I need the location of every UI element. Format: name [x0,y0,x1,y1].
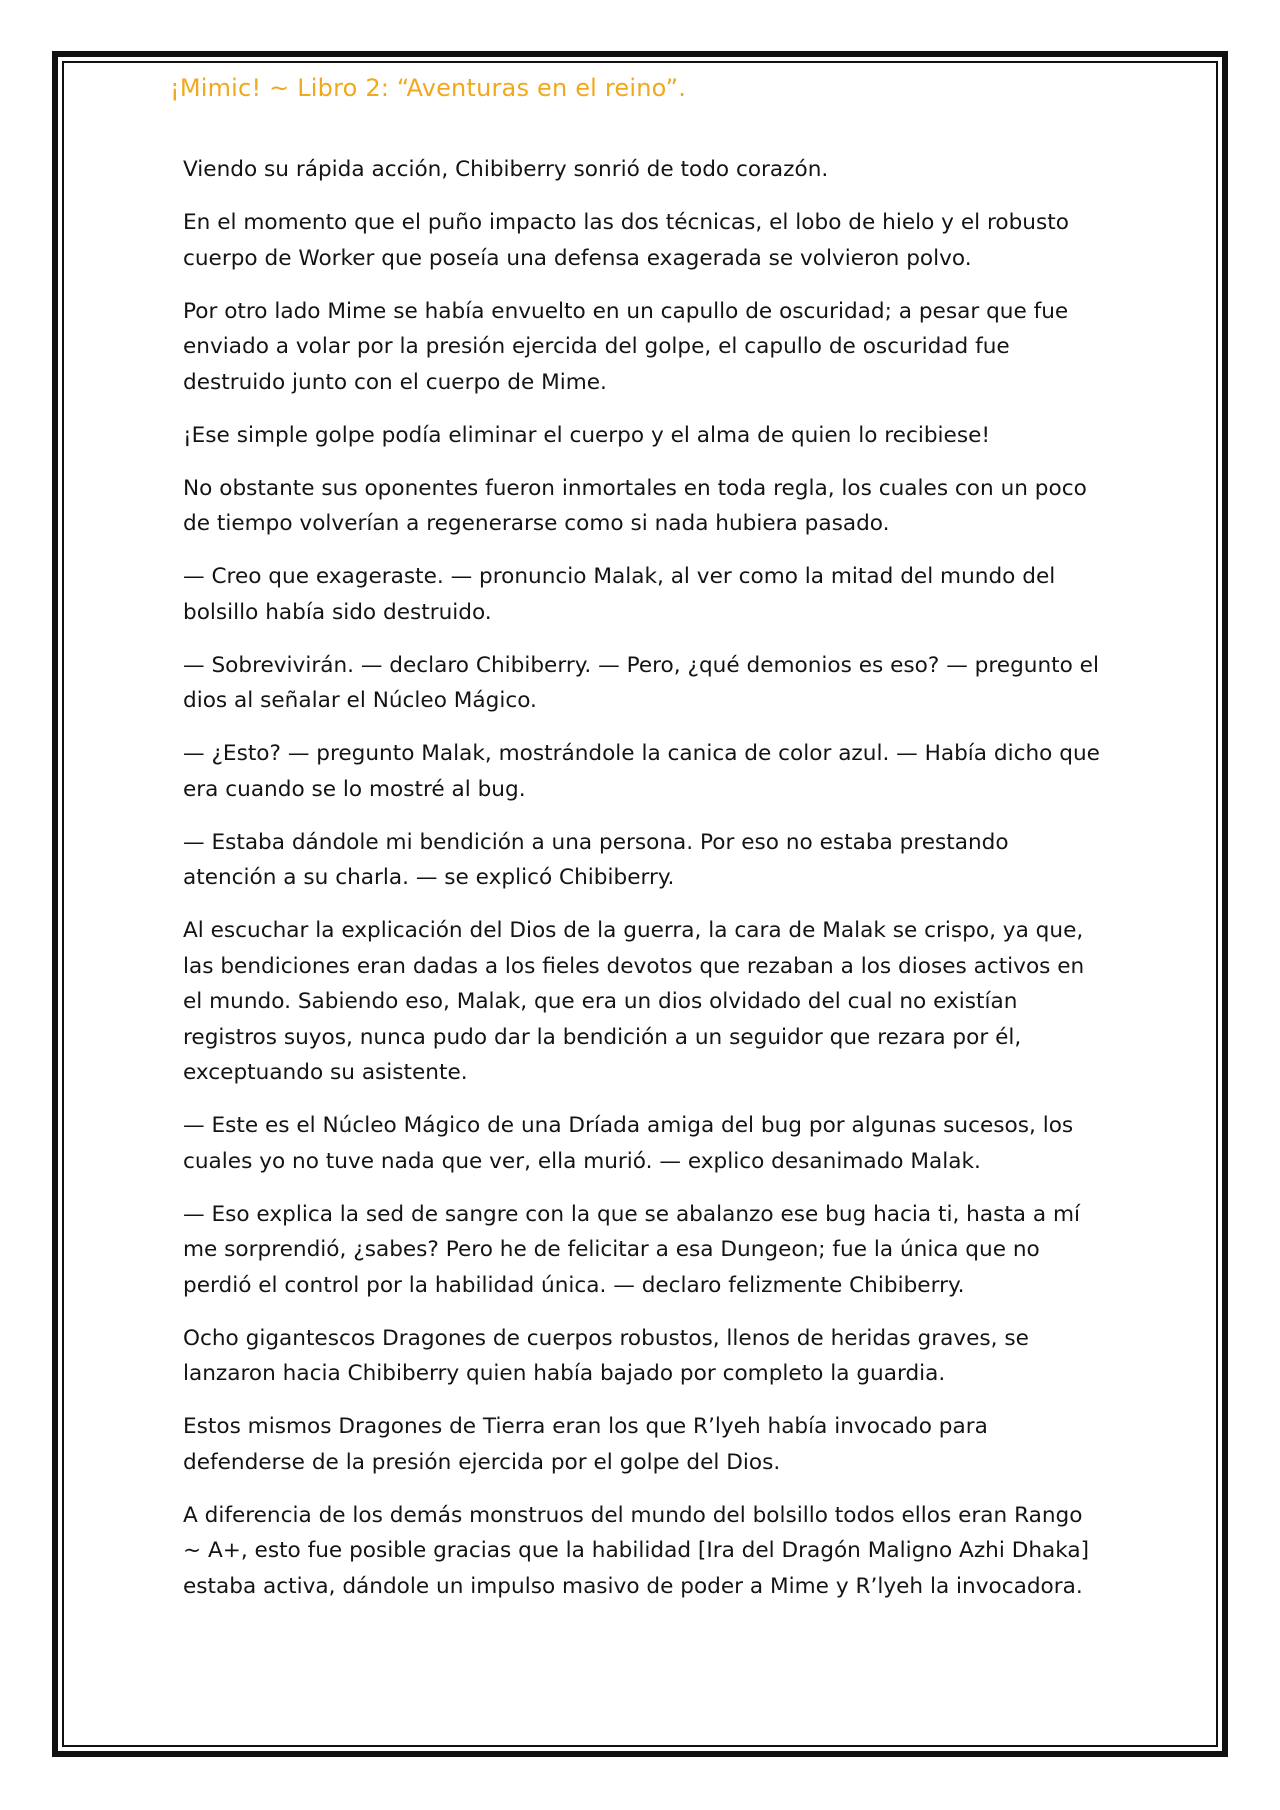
paragraph: Al escuchar la explicación del Dios de la guerra, la cara de Malak se crispo, ya que, las bendiciones eran dadas a los fieles devotos que rezaban a los dioses activos en el mundo. Sabiendo eso, Malak, que era un dios olvidado del cual no existían registros suyos, nunca pudo dar la bendición a un seguidor que rezara por él, exceptuando su asistente. [183,918,1085,1085]
paragraph: No obstante sus oponentes fueron inmortales en toda regla, los cuales con un poco de tiempo volverían a regenerarse como si nada hubiera pasado. [183,475,1087,536]
paragraph: Viendo su rápida acción, Chibiberry sonrió de todo corazón. [183,157,829,182]
paragraph: — ¿Esto? — pregunto Malak, mostrándole la canica de color azul. — Había dicho que era cuando se lo mostré al bug. [183,741,1100,802]
paragraph: ¡Ese simple golpe podía eliminar el cuerpo y el alma de quien lo recibiese! [183,422,991,448]
paragraph: A diferencia de los demás monstruos del mundo del bolsillo todos ellos eran Rango ~ A+, esto fue posible gracias que la habilidad [Ira del Dragón Maligno Azhi Dhaka] estaba activa, dándole un impulso masivo de poder a Mime y R’lyeh la invocadora. [183,1502,1090,1599]
paragraph: Por otro lado Mime se había envuelto en un capullo de oscuridad; a pesar que fue enviado a volar por la presión ejercida del golpe, el capullo de oscuridad fue destruido junto con el cuerpo de Mime. [183,298,1069,395]
paragraph: — Estaba dándole mi bendición a una persona. Por eso no estaba prestando atención a su charla. — se explicó Chibiberry. [183,829,1009,890]
page-header: ¡Mimic! ~ Libro 2: “Aventuras en el reino”. [170,74,687,102]
paragraph: Estos mismos Dragones de Tierra eran los que R’lyeh había invocado para defenderse de la presión ejercida por el golpe del Dios. [183,1414,988,1475]
paragraph: — Este es el Núcleo Mágico de una Dríada amiga del bug por algunas sucesos, los cuales yo no tuve nada que ver, ella murió. — explico desanimado Malak. [183,1113,1074,1174]
paragraph: — Eso explica la sed de sangre con la que se abalanzo ese bug hacia ti, hasta a mí me sorprendió, ¿sabes? Pero he de felicitar a esa Dungeon; fue la única que no perdió el control por la habilidad única. — declaro felizmente Chibiberry. [183,1201,1081,1298]
paragraph: Ocho gigantescos Dragones de cuerpos robustos, llenos de heridas graves, se lanzaron hacia Chibiberry quien había bajado por completo la guardia. [183,1325,1029,1386]
document-body [183,152,1103,1622]
paragraph: — Creo que exageraste. — pronuncio Malak, al ver como la mitad del mundo del bolsillo había sido destruido. [183,564,1056,625]
paragraph: — Sobrevivirán. — declaro Chibiberry. — Pero, ¿qué demonios es eso? — pregunto el dios al señalar el Núcleo Mágico. [183,652,1099,713]
paragraph: En el momento que el puño impacto las dos técnicas, el lobo de hielo y el robusto cuerpo de Worker que poseía una defensa exagerada se volvieron polvo. [183,210,1069,271]
